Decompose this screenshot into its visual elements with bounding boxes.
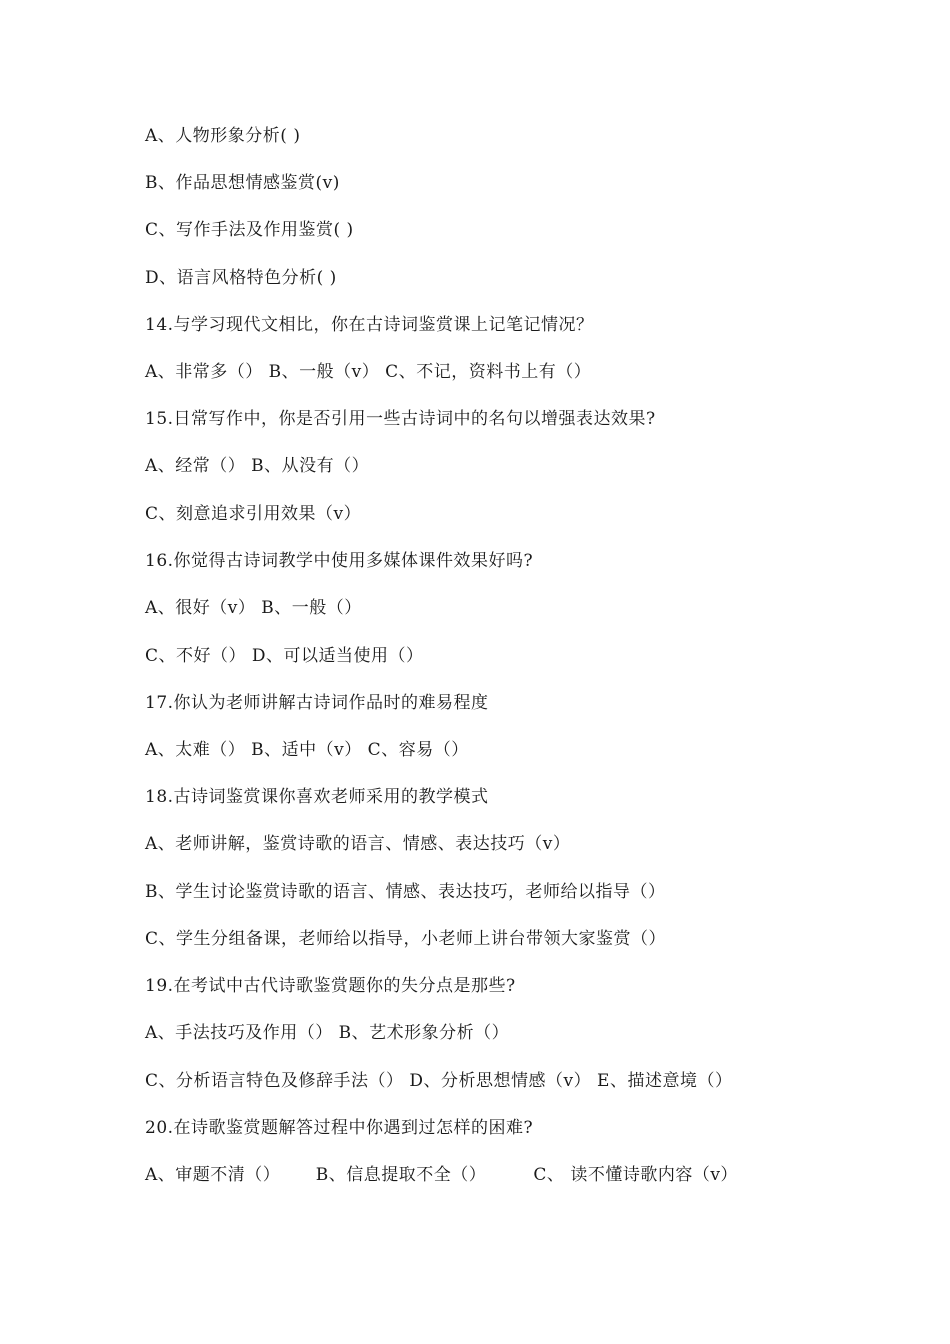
options-14: A、非常多（） B、一般（v） C、不记，资料书上有（） (145, 362, 592, 382)
question-15: 15.日常写作中，你是否引用一些古诗词中的名句以增强表达效果? (145, 409, 656, 429)
question-18: 18.古诗词鉴赏课你喜欢老师采用的教学模式 (145, 787, 489, 807)
option-18a: A、老师讲解，鉴赏诗歌的语言、情感、表达技巧（v） (145, 834, 571, 854)
question-14: 14.与学习现代文相比，你在古诗词鉴赏课上记笔记情况？ (145, 315, 594, 335)
option-18c: C、学生分组备课，老师给以指导，小老师上讲台带领大家鉴赏（） (145, 929, 667, 949)
options-15-ab: A、经常（） B、从没有（） (145, 456, 370, 476)
question-16: 16.你觉得古诗词教学中使用多媒体课件效果好吗? (145, 551, 534, 571)
options-16-ab: A、很好（v） B、一般（） (145, 598, 362, 618)
question-17: 17.你认为老师讲解古诗词作品时的难易程度 (145, 693, 489, 713)
option-18b: B、学生讨论鉴赏诗歌的语言、情感、表达技巧，老师给以指导（） (145, 882, 666, 902)
question-19: 19.在考试中古代诗歌鉴赏题你的失分点是那些? (145, 976, 516, 996)
options-16-cd: C、不好（） D、可以适当使用（） (145, 646, 424, 666)
options-19-ab: A、手法技巧及作用（） B、艺术形象分析（） (145, 1023, 510, 1043)
options-20: A、审题不清（） B、信息提取不全（） C、 读不懂诗歌内容（v） (145, 1165, 738, 1185)
option-13d: D、语言风格特色分析( ) (145, 268, 337, 288)
option-13a: A、人物形象分析( ) (145, 126, 301, 146)
option-13b: B、作品思想情感鉴赏(v) (145, 173, 340, 193)
question-20: 20.在诗歌鉴赏题解答过程中你遇到过怎样的困难? (145, 1118, 534, 1138)
option-13c: C、写作手法及作用鉴赏( ) (145, 220, 354, 240)
option-15c: C、刻意追求引用效果（v） (145, 504, 362, 524)
options-19-cde: C、分析语言特色及修辞手法（） D、分析思想情感（v） E、描述意境（） (145, 1071, 733, 1091)
options-17: A、太难（） B、适中（v） C、容易（） (145, 740, 469, 760)
